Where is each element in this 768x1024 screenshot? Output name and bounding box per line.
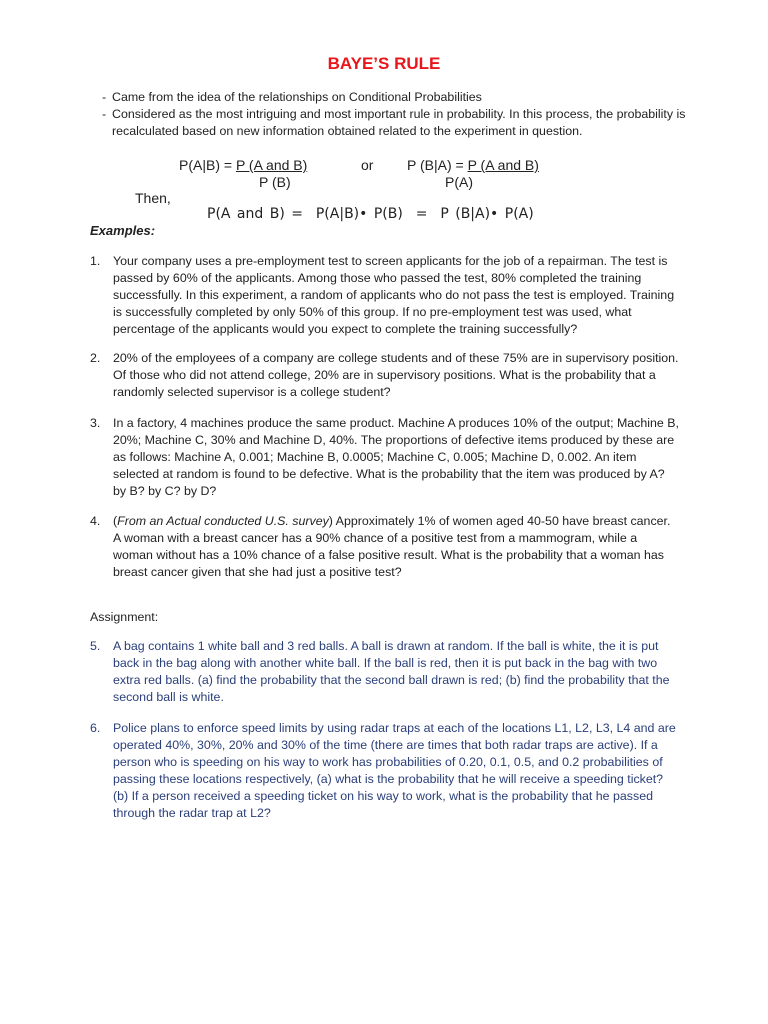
bullet-text: Came from the idea of the relationships on Conditional Probabilities	[112, 90, 482, 104]
formula-left-lhs: P(A|B) =	[179, 157, 236, 173]
assignment-heading: Assignment:	[90, 610, 159, 624]
assignment-number: 6.	[90, 721, 101, 735]
bullet-text: Considered as the most intriguing and most important rule in probability. In this process, the probability is recalculated based on new information obtained related to the experiment in question.	[112, 107, 686, 138]
formula-right-lhs: P (B|A) =	[407, 157, 468, 173]
formula-right-denominator: P(A)	[445, 174, 473, 190]
example-text: Your company uses a pre-employment test to screen applicants for the job of a repairman. The test is passed by 60% of the applicants. Among those who passed the test, 80% completed the training successfully. In this experiment, a random of applicants who do not pass the test is employed. Training is successfully completed by only 50% of this group. If no pre-employment test was used, what percentage of the applicants would you expect to complete the training successfully?	[113, 254, 675, 336]
formula-left-denominator: P (B)	[259, 174, 291, 190]
page-title: BAYE’S RULE	[327, 54, 441, 73]
example-number: 4.	[90, 514, 101, 528]
example-item	[90, 513, 680, 581]
example-item	[90, 350, 680, 401]
assignment-item	[90, 638, 680, 706]
formula-right	[407, 157, 539, 174]
example-item	[90, 253, 680, 338]
formula-right-numerator: P (A and B)	[467, 157, 539, 173]
example-number: 2.	[90, 351, 101, 365]
example-number: 3.	[90, 416, 101, 430]
formula-left	[179, 157, 307, 174]
assignment-item	[90, 720, 680, 822]
survey-source: From an Actual conducted U.S. survey	[117, 514, 329, 528]
example-item	[90, 415, 680, 500]
examples-heading: Examples:	[90, 223, 156, 238]
assignment-number: 5.	[90, 639, 101, 653]
example-text: In a factory, 4 machines produce the same product. Machine A produces 10% of the output; Machine B, 20%; Machine C, 30% and Machine D, 40%. The proportions of defective items produced by these are as follows: Machine A, 0.001; Machine B, 0.0005; Machine C, 0.005; Machine D, 0.002. An item selected at random is found to be defective. What is the probability that the item was produced by A? by B? by C? by D?	[113, 416, 679, 498]
bullet-item	[102, 106, 702, 140]
formula-or: or	[361, 157, 374, 173]
example-number: 1.	[90, 254, 101, 268]
example-text: 20% of the employees of a company are college students and of these 75% are in supervisory position. Of those who did not attend college, 20% are in supervisory positions. What is the probability that a randomly selected supervisor is a college student?	[113, 351, 679, 399]
example-text	[113, 513, 680, 581]
intro-bullets	[102, 89, 702, 140]
then-label: Then,	[135, 190, 171, 206]
survey-paren: (	[113, 514, 118, 528]
bullet-item	[102, 89, 702, 106]
formula-left-numerator: P (A and B)	[235, 157, 308, 173]
dash-bullet-icon: -	[102, 107, 107, 121]
main-formula: P(A and B) = P(A|B)• P(B) = P (B|A)• P(A)	[207, 206, 534, 222]
dash-bullet-icon: -	[102, 90, 107, 104]
assignment-text: A bag contains 1 white ball and 3 red balls. A ball is drawn at random. If the ball is white, the it is put back in the bag along with another white ball. If the ball is red, then it is put back in the bag with two extra red balls. (a) find the probability that the second ball drawn is red; (b) find the probability that the second ball is white.	[113, 639, 670, 704]
assignment-text: Police plans to enforce speed limits by using radar traps at each of the locations L1, L2, L3, L4 and are operated 40%, 30%, 20% and 30% of the time (there are times that both radar traps are active). If a person who is speeding on his way to work has probabilities of 0.20, 0.1, 0.5, and 0.2 probabilities of passing these locations respectively, (a) what is the probability that he will receive a speeding ticket? (b) If a person received a speeding ticket on his way to work, what is the probability that he passed through the radar trap at L2?	[113, 721, 676, 820]
example-body: ) Approximately 1% of women aged 40-50 have breast cancer. A woman with a breast cancer has a 90% chance of a positive test from a mammogram, while a woman without has a 10% chance of a false positive result. What is the probability that a woman has breast cancer given that she had just a positive test?	[113, 514, 671, 579]
